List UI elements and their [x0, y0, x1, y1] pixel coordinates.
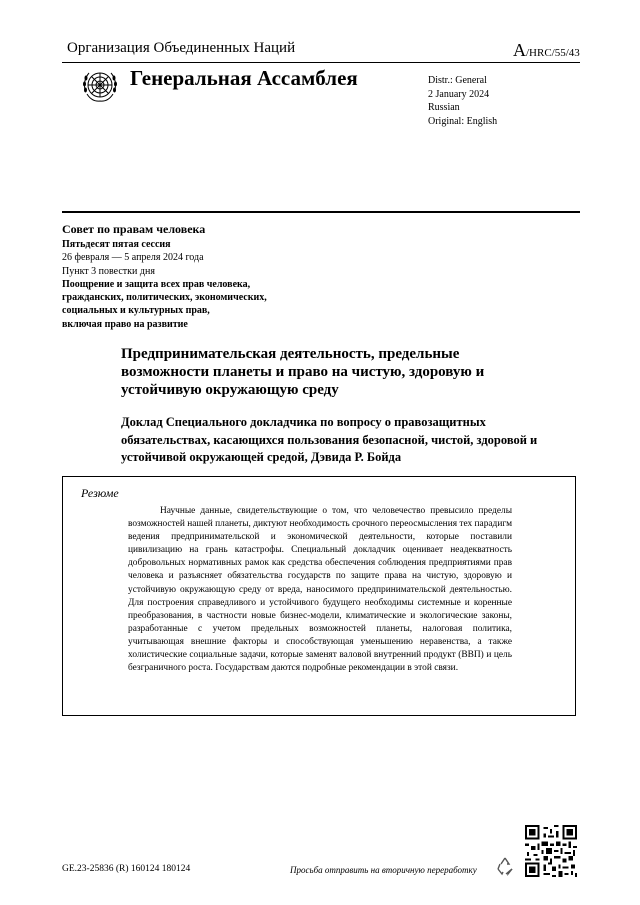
recycle-note: Просьба отправить на вторичную переработку — [290, 865, 477, 875]
distribution-language: Russian — [428, 102, 460, 113]
document-symbol — [513, 40, 580, 61]
distribution-info — [428, 74, 497, 128]
distribution-original: Original: English — [428, 115, 498, 127]
symbol-letter: A — [513, 40, 526, 60]
report-subtitle: Доклад Специального докладчика по вопросу о правозащитных обязательствах, касающихся пользования безопасной, чистой, здоровой и устойчивой окружающей средой, Дэвида Р. Бойда — [121, 415, 538, 464]
distribution-line: Distr.: General — [428, 75, 487, 86]
session-name: Пятьдесят пятая сессия — [62, 239, 171, 250]
recycle-icon — [494, 855, 516, 877]
summary-label: Резюме — [81, 486, 119, 500]
agenda-title-line: гражданских, политических, экономических, — [62, 292, 267, 304]
header-rule — [62, 62, 580, 63]
session-dates: 26 февраля — 5 апреля 2024 года — [62, 252, 204, 264]
document-number: GE.23-25836 (R) 160124 180124 — [62, 864, 191, 874]
council-name: Совет по правам человека — [62, 222, 206, 236]
un-emblem-icon — [80, 66, 120, 106]
organization-name: Организация Объединенных Наций — [67, 40, 296, 56]
agenda-item: Пункт 3 повестки дня — [62, 265, 155, 277]
agenda-title-line: включая право на развитие — [62, 318, 188, 330]
report-title: Предпринимательская деятельность, предельные возможности планеты и право на чистую, здоровую и устойчивую окружающую среду — [121, 346, 485, 398]
general-assembly-title: Генеральная Ассамблея — [130, 66, 358, 90]
agenda-title-line: Поощрение и защита всех прав человека, — [62, 278, 251, 290]
symbol-code: /HRC/55/43 — [526, 47, 580, 59]
agenda-title-line: социальных и культурных прав, — [62, 305, 210, 317]
summary-text: Научные данные, свидетельствующие о том, что человечество превысило пределы возможностей нашей планеты, диктуют необходимость срочного переосмысления тех парадигм ведения предпринимательской и экономической деятельности, которые поставили цивилизацию на грань катастрофы. Специальный докладчик оценивает неадекватность добровольных нормативных рамок как средства обеспечения соблюдения предприятиями прав человека и разъясняет обязательства государств по защите права на чистую, здоровую и устойчивую окружающую среду от вреда, наносимого предпринимательской деятельностью. Для построения справедливого и устойчивого будущего необходимы системные и коренные преобразования, в частности новые бизнес-модели, климатические и экологические законы, разработанные с учетом предельных возможностей планеты, налоговая политика, учитывающая внешние факторы и способствующая уменьшению неравенства, а также холистические социальные задачи, которые заменят валовой внутренний продукт (ВВП) и цель безграничного роста. Государствам даются подробные рекомендации в этой связи. — [128, 506, 513, 674]
distribution-date: 2 January 2024 — [428, 88, 490, 100]
session-info — [62, 238, 267, 331]
qr-code-icon — [525, 825, 577, 877]
thick-rule — [62, 211, 580, 213]
